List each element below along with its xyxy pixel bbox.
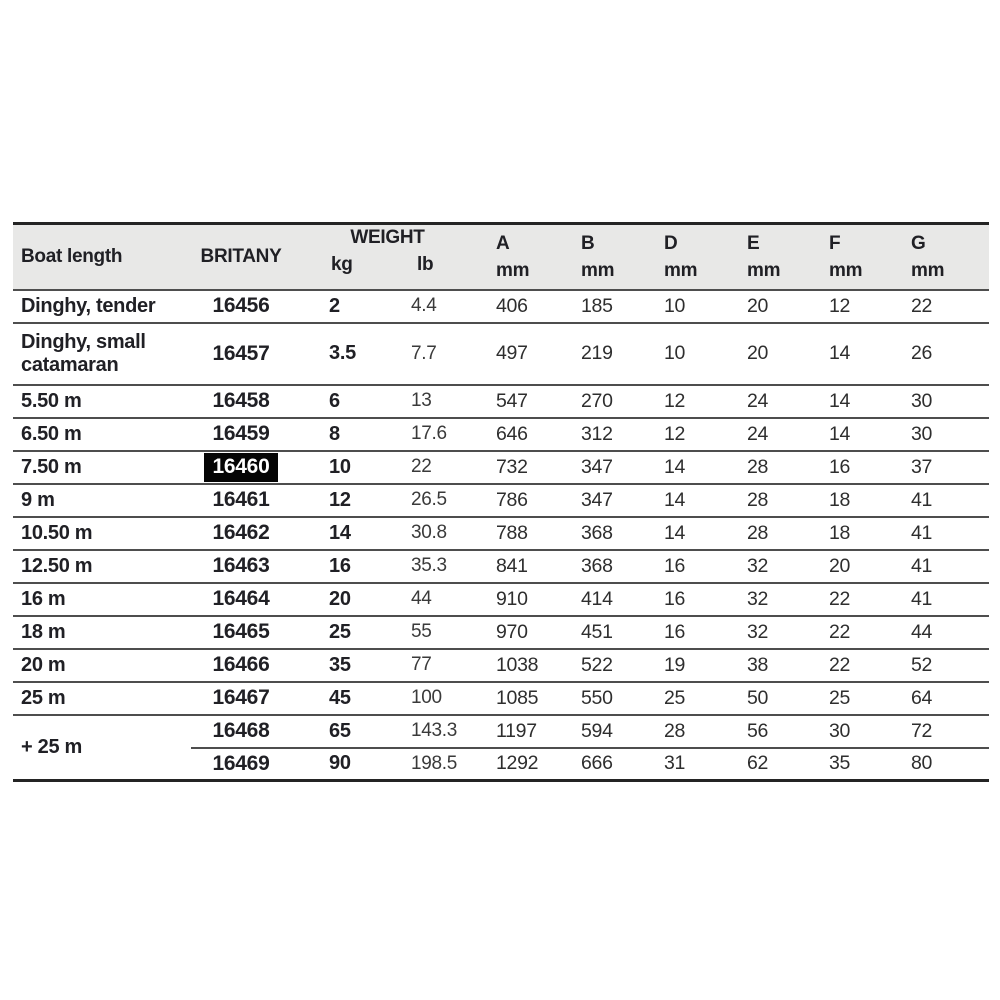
cell-dim-d-mm: 16 (650, 583, 733, 616)
britany-ref: 16465 (212, 620, 270, 643)
cell-dim-e-mm: 20 (733, 290, 816, 323)
cell-dim-f-mm: 14 (816, 323, 899, 385)
cell-weight-lb: 77 (404, 649, 484, 682)
header-dim-e-unit: mm (747, 259, 781, 281)
table-row (13, 583, 989, 616)
table-row (13, 616, 989, 649)
header-dim-g-unit: mm (911, 259, 945, 281)
cell-dim-b-mm: 368 (567, 517, 650, 550)
cell-boat-length: 5.50 m (13, 385, 191, 418)
cell-dim-g-mm: 41 (899, 484, 989, 517)
cell-weight-kg: 16 (291, 550, 404, 583)
header-weight-lb: lb (404, 252, 484, 290)
cell-dim-b-mm: 219 (567, 323, 650, 385)
britany-ref: 16461 (212, 488, 270, 511)
cell-dim-f-mm: 14 (816, 385, 899, 418)
cell-dim-d-mm: 19 (650, 649, 733, 682)
cell-dim-g-mm: 41 (899, 517, 989, 550)
britany-ref: 16458 (212, 389, 270, 412)
cell-weight-kg: 8 (291, 418, 404, 451)
anchor-spec-table (13, 222, 989, 782)
table-row (13, 550, 989, 583)
cell-weight-lb: 4.4 (404, 290, 484, 323)
cell-dim-e-mm: 38 (733, 649, 816, 682)
cell-dim-d-mm: 16 (650, 550, 733, 583)
header-dim-b-letter: B (581, 232, 595, 254)
table-row (13, 484, 989, 517)
cell-dim-d-mm: 14 (650, 484, 733, 517)
cell-dim-b-mm: 185 (567, 290, 650, 323)
cell-dim-b-mm: 347 (567, 484, 650, 517)
table-row (13, 418, 989, 451)
cell-dim-a-mm: 970 (484, 616, 567, 649)
cell-dim-g-mm: 52 (899, 649, 989, 682)
cell-dim-e-mm: 32 (733, 616, 816, 649)
cell-dim-f-mm: 16 (816, 451, 899, 484)
cell-weight-lb: 143.3 (404, 715, 484, 748)
cell-boat-length: 18 m (13, 616, 191, 649)
cell-weight-kg: 10 (291, 451, 404, 484)
britany-ref: 16464 (212, 587, 270, 610)
cell-boat-length: 10.50 m (13, 517, 191, 550)
cell-dim-a-mm: 841 (484, 550, 567, 583)
header-dim-g (899, 224, 989, 290)
cell-dim-b-mm: 522 (567, 649, 650, 682)
header-dim-b (567, 224, 650, 290)
cell-dim-a-mm: 1038 (484, 649, 567, 682)
header-dim-d-letter: D (664, 232, 678, 254)
cell-weight-kg: 65 (291, 715, 404, 748)
cell-britany-ref (191, 715, 291, 748)
cell-dim-a-mm: 910 (484, 583, 567, 616)
table-row (13, 323, 989, 385)
cell-weight-lb: 22 (404, 451, 484, 484)
cell-britany-ref (191, 323, 291, 385)
cell-dim-d-mm: 31 (650, 748, 733, 781)
cell-britany-ref (191, 649, 291, 682)
cell-dim-a-mm: 1197 (484, 715, 567, 748)
cell-dim-g-mm: 37 (899, 451, 989, 484)
cell-dim-e-mm: 24 (733, 385, 816, 418)
britany-ref: 16459 (212, 422, 270, 445)
cell-britany-ref (191, 616, 291, 649)
cell-dim-a-mm: 497 (484, 323, 567, 385)
cell-dim-a-mm: 788 (484, 517, 567, 550)
cell-weight-kg: 6 (291, 385, 404, 418)
cell-dim-g-mm: 64 (899, 682, 989, 715)
cell-weight-kg: 20 (291, 583, 404, 616)
cell-weight-lb: 17.6 (404, 418, 484, 451)
cell-dim-a-mm: 547 (484, 385, 567, 418)
cell-weight-lb: 26.5 (404, 484, 484, 517)
cell-britany-ref (191, 748, 291, 781)
cell-dim-f-mm: 22 (816, 583, 899, 616)
cell-weight-kg: 35 (291, 649, 404, 682)
cell-dim-g-mm: 30 (899, 385, 989, 418)
cell-dim-d-mm: 10 (650, 323, 733, 385)
table-row (13, 682, 989, 715)
table-row (13, 649, 989, 682)
cell-dim-a-mm: 646 (484, 418, 567, 451)
cell-dim-d-mm: 14 (650, 517, 733, 550)
cell-dim-b-mm: 594 (567, 715, 650, 748)
cell-dim-g-mm: 72 (899, 715, 989, 748)
cell-dim-e-mm: 28 (733, 484, 816, 517)
cell-weight-lb: 198.5 (404, 748, 484, 781)
table-row (13, 451, 989, 484)
cell-dim-a-mm: 1085 (484, 682, 567, 715)
britany-ref: 16462 (212, 521, 270, 544)
cell-boat-length: 12.50 m (13, 550, 191, 583)
cell-weight-lb: 55 (404, 616, 484, 649)
header-weight-group: WEIGHT (291, 224, 484, 252)
cell-weight-lb: 13 (404, 385, 484, 418)
header-dim-f (816, 224, 899, 290)
britany-ref: 16466 (212, 653, 270, 676)
cell-dim-g-mm: 30 (899, 418, 989, 451)
cell-dim-d-mm: 12 (650, 418, 733, 451)
cell-dim-f-mm: 22 (816, 616, 899, 649)
cell-dim-f-mm: 30 (816, 715, 899, 748)
britany-ref: 16457 (212, 341, 270, 365)
table-row (13, 290, 989, 323)
header-dim-a-letter: A (496, 232, 510, 254)
header-dim-d-unit: mm (664, 259, 698, 281)
cell-dim-d-mm: 28 (650, 715, 733, 748)
table-row (13, 385, 989, 418)
cell-dim-d-mm: 14 (650, 451, 733, 484)
cell-dim-f-mm: 14 (816, 418, 899, 451)
britany-ref: 16469 (212, 751, 270, 775)
header-dim-a-unit: mm (496, 259, 530, 281)
cell-dim-a-mm: 1292 (484, 748, 567, 781)
header-dim-e (733, 224, 816, 290)
cell-dim-e-mm: 28 (733, 451, 816, 484)
header-row-main (13, 224, 989, 252)
cell-dim-e-mm: 32 (733, 550, 816, 583)
cell-dim-a-mm: 406 (484, 290, 567, 323)
cell-dim-d-mm: 10 (650, 290, 733, 323)
cell-boat-length: Dinghy, tender (13, 290, 191, 323)
cell-weight-lb: 30.8 (404, 517, 484, 550)
table-row (13, 517, 989, 550)
cell-dim-f-mm: 25 (816, 682, 899, 715)
header-dim-b-unit: mm (581, 259, 615, 281)
cell-dim-e-mm: 20 (733, 323, 816, 385)
cell-weight-kg: 25 (291, 616, 404, 649)
cell-britany-ref (191, 484, 291, 517)
cell-boat-length: Dinghy, small catamaran (13, 323, 191, 385)
cell-britany-ref (191, 682, 291, 715)
table-header (13, 224, 989, 290)
cell-dim-e-mm: 62 (733, 748, 816, 781)
cell-dim-a-mm: 732 (484, 451, 567, 484)
cell-dim-d-mm: 12 (650, 385, 733, 418)
cell-dim-b-mm: 270 (567, 385, 650, 418)
cell-dim-e-mm: 56 (733, 715, 816, 748)
cell-dim-b-mm: 414 (567, 583, 650, 616)
britany-ref: 16463 (212, 554, 270, 577)
britany-ref-highlighted: 16460 (204, 453, 279, 482)
cell-weight-lb: 100 (404, 682, 484, 715)
britany-ref: 16468 (212, 719, 270, 742)
cell-boat-length: + 25 m (13, 715, 191, 781)
cell-dim-b-mm: 451 (567, 616, 650, 649)
britany-ref: 16467 (212, 686, 270, 709)
cell-dim-f-mm: 12 (816, 290, 899, 323)
header-dim-f-unit: mm (829, 259, 863, 281)
cell-dim-b-mm: 368 (567, 550, 650, 583)
table-body (13, 290, 989, 781)
cell-boat-length: 25 m (13, 682, 191, 715)
cell-britany-ref (191, 550, 291, 583)
cell-dim-f-mm: 22 (816, 649, 899, 682)
cell-weight-kg: 2 (291, 290, 404, 323)
cell-weight-lb: 7.7 (404, 323, 484, 385)
cell-dim-b-mm: 347 (567, 451, 650, 484)
cell-dim-f-mm: 18 (816, 517, 899, 550)
header-weight-kg: kg (291, 252, 404, 290)
header-britany: BRITANY (191, 224, 291, 290)
cell-dim-g-mm: 22 (899, 290, 989, 323)
cell-dim-d-mm: 16 (650, 616, 733, 649)
cell-britany-ref (191, 517, 291, 550)
cell-britany-ref (191, 451, 291, 484)
cell-boat-length: 9 m (13, 484, 191, 517)
cell-dim-g-mm: 80 (899, 748, 989, 781)
cell-dim-e-mm: 32 (733, 583, 816, 616)
cell-dim-f-mm: 35 (816, 748, 899, 781)
cell-dim-e-mm: 28 (733, 517, 816, 550)
cell-boat-length: 6.50 m (13, 418, 191, 451)
cell-dim-e-mm: 24 (733, 418, 816, 451)
header-dim-e-letter: E (747, 232, 760, 254)
cell-dim-b-mm: 550 (567, 682, 650, 715)
cell-dim-g-mm: 44 (899, 616, 989, 649)
cell-dim-f-mm: 18 (816, 484, 899, 517)
cell-dim-g-mm: 41 (899, 550, 989, 583)
cell-weight-kg: 45 (291, 682, 404, 715)
header-dim-f-letter: F (829, 232, 841, 254)
cell-dim-a-mm: 786 (484, 484, 567, 517)
cell-weight-kg: 3.5 (291, 323, 404, 385)
cell-dim-g-mm: 41 (899, 583, 989, 616)
cell-weight-lb: 35.3 (404, 550, 484, 583)
cell-dim-e-mm: 50 (733, 682, 816, 715)
cell-boat-length: 7.50 m (13, 451, 191, 484)
header-dim-d (650, 224, 733, 290)
cell-boat-length: 20 m (13, 649, 191, 682)
britany-ref: 16456 (212, 294, 270, 317)
cell-dim-b-mm: 312 (567, 418, 650, 451)
cell-weight-lb: 44 (404, 583, 484, 616)
cell-britany-ref (191, 583, 291, 616)
cell-britany-ref (191, 385, 291, 418)
cell-weight-kg: 12 (291, 484, 404, 517)
cell-boat-length: 16 m (13, 583, 191, 616)
cell-dim-d-mm: 25 (650, 682, 733, 715)
cell-weight-kg: 14 (291, 517, 404, 550)
cell-britany-ref (191, 418, 291, 451)
cell-britany-ref (191, 290, 291, 323)
cell-weight-kg: 90 (291, 748, 404, 781)
header-boat-length: Boat length (13, 224, 191, 290)
header-dim-a (484, 224, 567, 290)
header-dim-g-letter: G (911, 232, 926, 254)
cell-dim-f-mm: 20 (816, 550, 899, 583)
cell-dim-b-mm: 666 (567, 748, 650, 781)
table-row (13, 715, 989, 748)
cell-dim-g-mm: 26 (899, 323, 989, 385)
